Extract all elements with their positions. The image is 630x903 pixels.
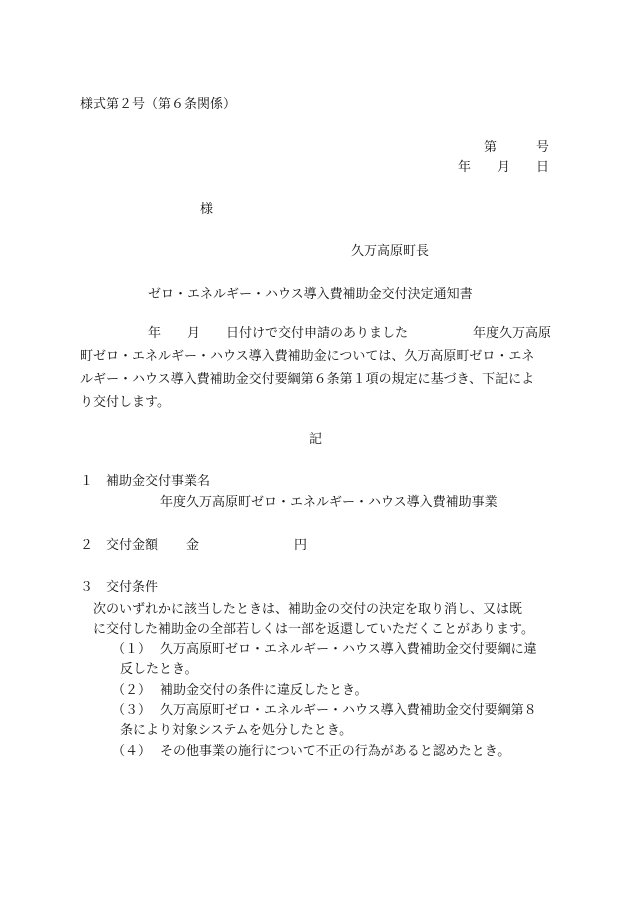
item-1-number: １: [80, 474, 94, 489]
body-line-1: 年 月 日付けで交付申請のありました 年度久万高原: [148, 326, 552, 341]
sender-title: 久万高原町長: [351, 244, 430, 259]
body-line-2: 町ゼロ・エネルギー・ハウス導入費補助金については、久万高原町ゼロ・エネ: [80, 349, 535, 364]
body-line-4: り交付します。: [80, 395, 170, 410]
item-3-heading: 交付条件: [106, 580, 159, 595]
form-label: 様式第２号（第６条関係）: [80, 97, 237, 112]
condition-4-number: （４）: [112, 744, 152, 759]
addressee-suffix: 様: [200, 202, 214, 217]
item-3-number: ３: [80, 580, 94, 595]
body-line-3: ルギー・ハウス導入費補助金交付要綱第６条第１項の規定に基づき、下記によ: [80, 372, 535, 387]
condition-2-line-1: 補助金交付の条件に違反したとき。: [160, 683, 368, 698]
condition-1-number: （１）: [112, 642, 152, 657]
condition-3-line-2: 条により対象システムを処分したとき。: [120, 723, 353, 738]
document-number: 第 号: [484, 140, 550, 155]
issue-date: 年 月 日: [458, 160, 550, 175]
condition-1-line-2: 反したとき。: [120, 662, 198, 677]
item-1-value: 年度久万高原町ゼロ・エネルギー・ハウス導入費補助事業: [160, 495, 498, 510]
item-2-yen: 円: [294, 538, 308, 553]
condition-1-line-1: 久万高原町ゼロ・エネルギー・ハウス導入費補助金交付要綱に違: [160, 642, 537, 657]
item-3-intro-line-1: 次のいずれかに該当したときは、補助金の交付の決定を取り消し、又は既: [93, 602, 523, 617]
condition-2-number: （２）: [112, 683, 152, 698]
condition-3-line-1: 久万高原町ゼロ・エネルギー・ハウス導入費補助金交付要綱第８: [160, 703, 537, 718]
item-3-intro-line-2: に交付した補助金の全部若しくは一部を返還していただくことがあります。: [93, 622, 534, 637]
ki-marker: 記: [309, 432, 323, 447]
document-title: ゼロ・エネルギー・ハウス導入費補助金交付決定通知書: [148, 287, 473, 302]
item-2-heading: 交付金額: [106, 538, 159, 553]
item-2-kin: 金: [186, 538, 200, 553]
condition-3-number: （３）: [112, 703, 152, 718]
item-2-number: ２: [80, 538, 94, 553]
item-1-heading: 補助金交付事業名: [106, 474, 211, 489]
condition-4-line-1: その他事業の施行について不正の行為があると認めたとき。: [160, 744, 511, 759]
